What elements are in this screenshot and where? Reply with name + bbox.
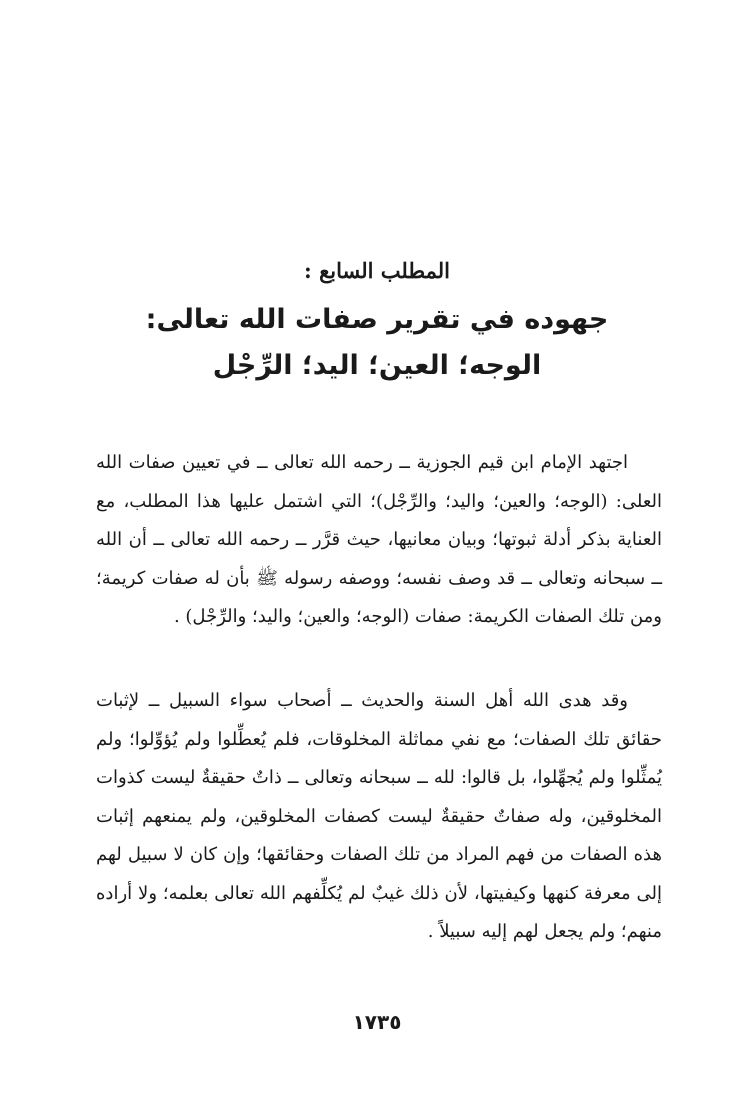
body-paragraph-2: وقد هدى الله أهل السنة والحديث ــ أصحاب سواء السبيل ــ لإثبات حقائق تلك الصفات؛ مع نفي مماثلة المخلوقات، فلم يُعطِّلوا ولم يُؤوِّلوا؛ ولم يُمثِّلوا ولم يُجهِّلوا، بل قالوا: لله ــ سبحانه وتعالى ــ ذاتٌ حقيقةٌ ليست كذوات المخلوقين، وله صفاتٌ حقيقةٌ ليست كصفات المخلوقين، ولم يمنعهم إثبات هذه الصفات من فهم المراد من تلك الصفات وحقائقها؛ وإن كان لا سبيل لهم إلى معرفة كنهها وكيفيتها، لأن ذلك غيبٌ لم يُكلِّفهم الله تعالى بعلمه؛ ولا أراده منهم؛ ولم يجعل لهم إليه سبيلاً . (96, 690, 663, 942)
section-label: المطلب السابع : (304, 258, 450, 283)
page-number: ١٧٣٥ (352, 1010, 402, 1034)
page-title-line-1: جهوده في تقرير صفات الله تعالى: (145, 304, 609, 335)
page-title-line-2: الوجه؛ العين؛ اليد؛ الرِّجْل (212, 350, 542, 381)
body-paragraph-1: اجتهد الإمام ابن قيم الجوزية ــ رحمه الله تعالى ــ في تعيين صفات الله العلى: (الوجه؛ والعين؛ واليد؛ والرِّجْل)؛ التي اشتمل عليها هذا المطلب، مع العناية بذكر أدلة ثبوتها؛ وبيان معانيها، حيث قرَّر ــ رحمه الله تعالى ــ أن الله ــ سبحانه وتعالى ــ قد وصف نفسه؛ ووصفه رسوله ﷺ بأن له صفات كريمة؛ ومن تلك الصفات الكريمة: صفات (الوجه؛ والعين؛ واليد؛ والرِّجْل) . (96, 452, 662, 627)
